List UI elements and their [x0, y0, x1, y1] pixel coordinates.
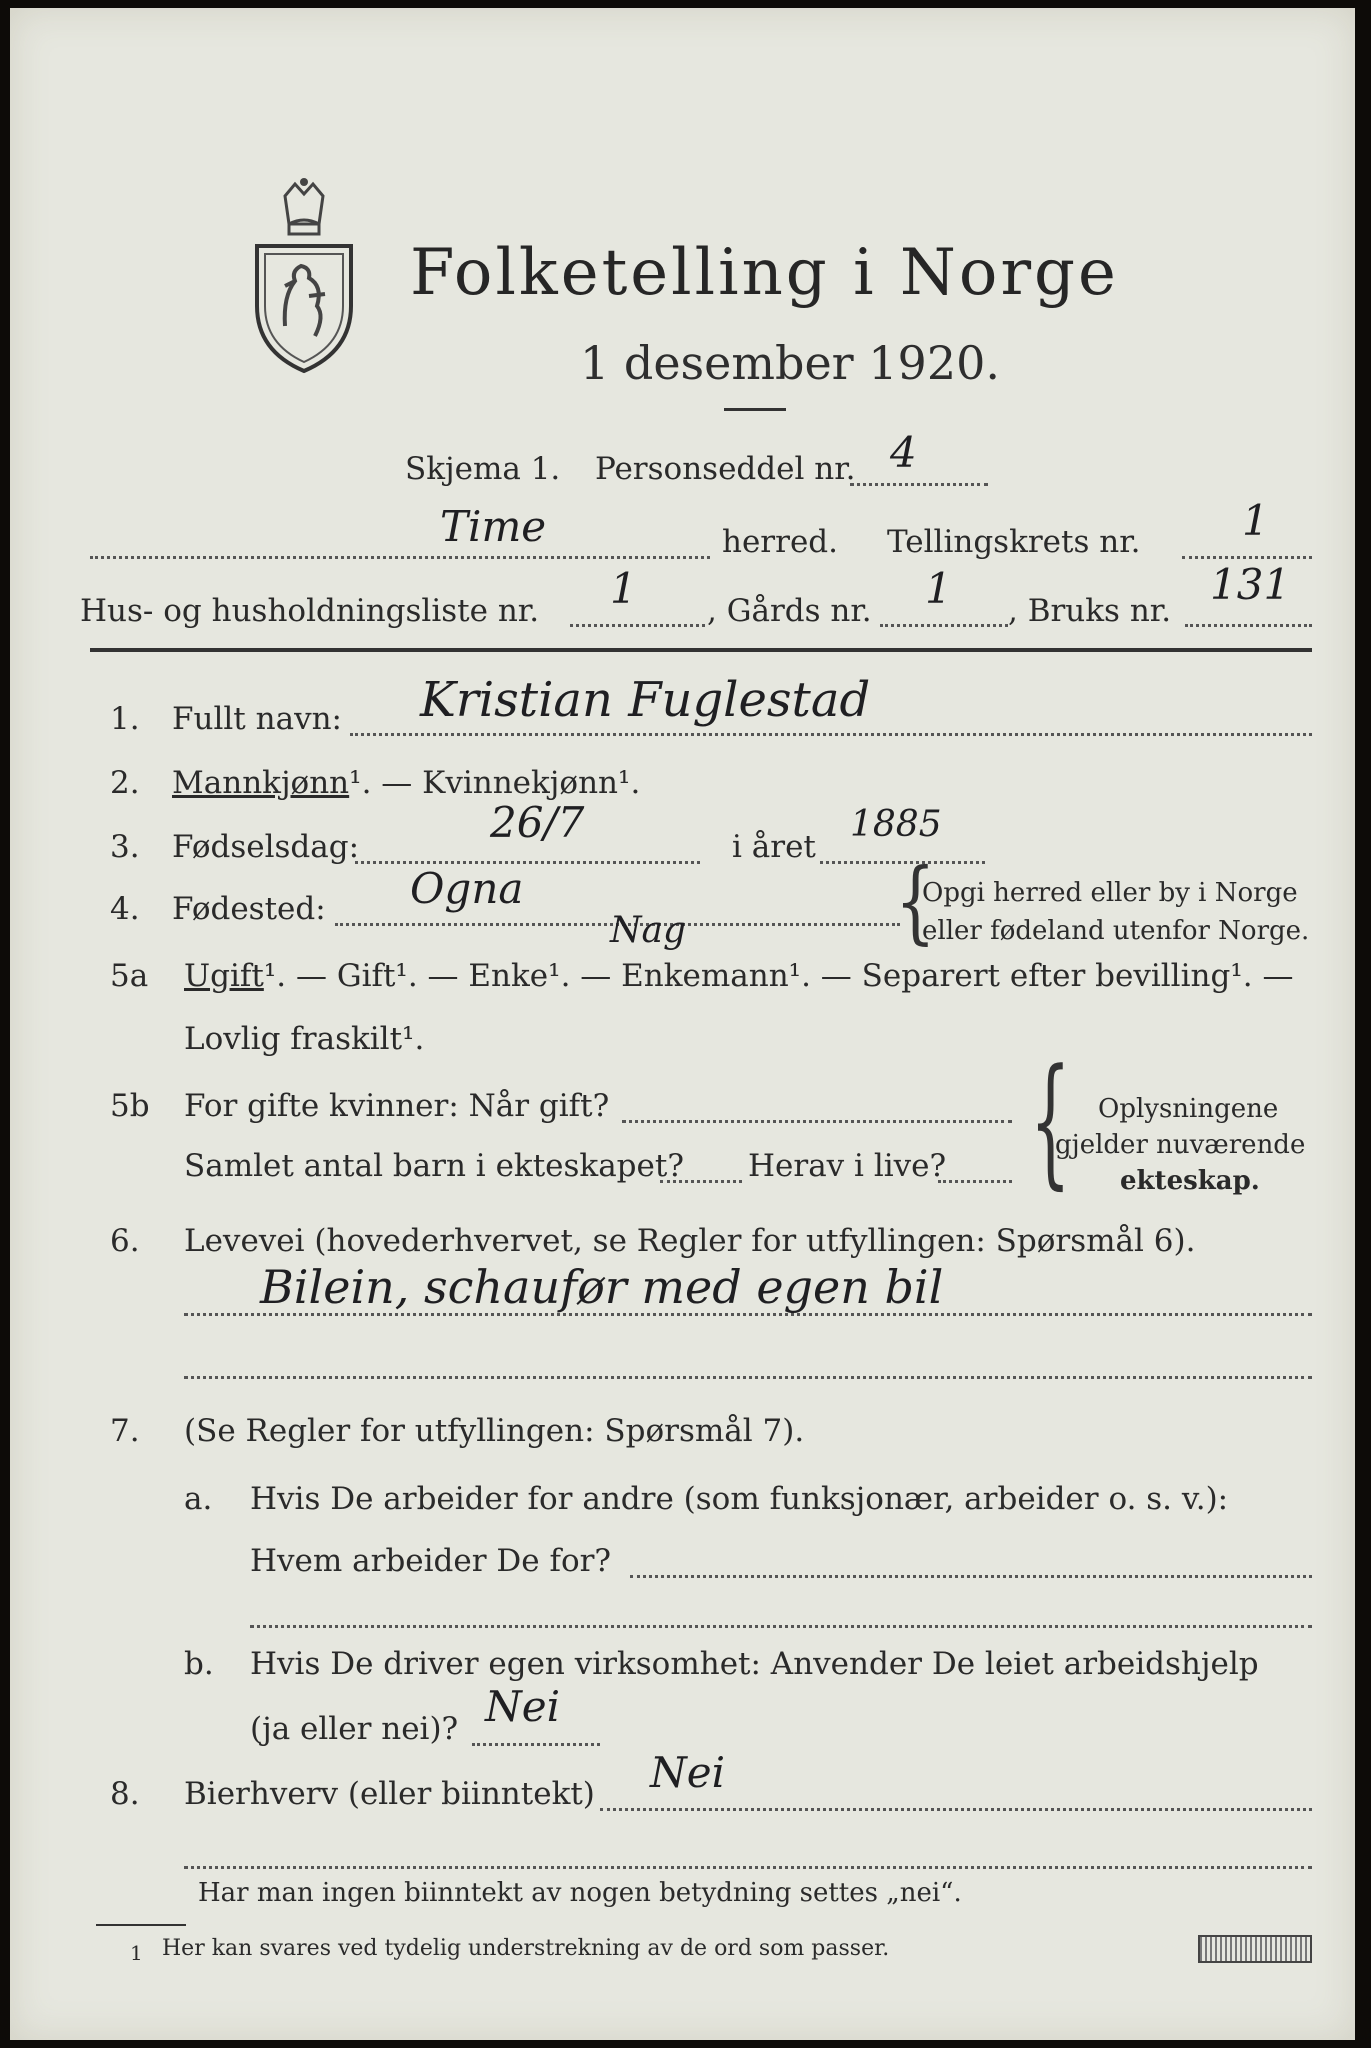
q5b-note-line3: ekteskap.: [1120, 1166, 1260, 1196]
q7b-line: [472, 1743, 600, 1746]
skjema-label: Skjema 1.: [405, 451, 561, 487]
q8-number: 8.: [110, 1776, 140, 1812]
q5b-children-label: Samlet antal barn i ekteskapet?: [184, 1148, 684, 1184]
header-divider: [90, 648, 1312, 652]
q7-label: (Se Regler for utfyllingen: Spørsmål 7).: [184, 1413, 805, 1449]
herred-label: herred.: [722, 524, 838, 560]
herred-value: Time: [440, 502, 547, 551]
coat-of-arms-icon: [245, 176, 363, 376]
q1-label: Fullt navn:: [172, 701, 342, 737]
q5b-alive-line: [938, 1180, 1012, 1183]
q5b-note-brace: {: [1030, 1041, 1071, 1205]
q4-label: Fødested:: [172, 891, 326, 927]
q5a-options: [184, 958, 1293, 994]
personseddel-label: Personseddel nr.: [595, 451, 856, 487]
q5b-married-line: [622, 1120, 1012, 1123]
q7a-letter: a.: [184, 1481, 213, 1517]
q6-number: 6.: [110, 1223, 140, 1259]
q5b-alive-label: Herav i live?: [748, 1148, 947, 1184]
q7b-value: Nei: [485, 1682, 561, 1731]
personseddel-line: [850, 483, 988, 486]
q4-number: 4.: [110, 891, 140, 927]
q7b-label2: (ja eller nei)?: [250, 1711, 459, 1747]
footnote-number: 1: [130, 1941, 143, 1965]
tellingskrets-label: Tellingskrets nr.: [887, 524, 1141, 560]
q5a-rest: ¹. — Gift¹. — Enke¹. — Enkemann¹. — Separert efter bevilling¹. —: [263, 958, 1294, 994]
q6-line2: [184, 1376, 1312, 1379]
q2-separator: ¹. —: [349, 765, 423, 801]
census-date: 1 desember 1920.: [580, 336, 1000, 390]
husholdningsliste-value: 1: [610, 564, 637, 613]
q4-note-line1: Opgi herred eller by i Norge: [922, 878, 1298, 908]
q3-value: 26/7: [490, 798, 585, 847]
q7a-line1: [630, 1575, 1312, 1578]
q2-female: Kvinnekjønn¹.: [422, 765, 641, 801]
q8-line1: [600, 1808, 1312, 1811]
census-form-sheet: [10, 8, 1355, 2040]
husholdningsliste-label: Hus- og husholdningsliste nr.: [80, 593, 540, 629]
q2-number: 2.: [110, 765, 140, 801]
bruks-line: [1185, 624, 1312, 627]
form-title: Folketelling i Norge: [410, 236, 1119, 310]
q7a-line2: [250, 1625, 1312, 1628]
q5a-ugift: Ugift: [184, 958, 264, 994]
q7-number: 7.: [110, 1413, 140, 1449]
q2-options: [172, 765, 640, 801]
q1-line: [350, 733, 1312, 736]
q3-year-label: i året: [732, 829, 816, 865]
q8-value: Nei: [650, 1748, 726, 1797]
q3-year-value: 1885: [850, 804, 942, 845]
herred-line: [90, 556, 710, 559]
bruks-label: , Bruks nr.: [1008, 593, 1172, 629]
q5b-married-label: For gifte kvinner: Når gift?: [184, 1088, 610, 1124]
q5a-line2: Lovlig fraskilt¹.: [184, 1021, 425, 1057]
q4-value-correction: Nag: [610, 910, 687, 951]
q5a-number: 5a: [110, 958, 149, 994]
q5b-children-line: [660, 1180, 742, 1183]
q5b-note-line2: gjelder nuværende: [1055, 1130, 1306, 1160]
tellingskrets-value: 1: [1242, 496, 1269, 545]
q4-note-line2: eller fødeland utenfor Norge.: [922, 916, 1310, 946]
footer-note: Har man ingen biinntekt av nogen betydning settes „nei“.: [198, 1878, 962, 1908]
q3-label: Fødselsdag:: [172, 829, 360, 865]
q1-value: Kristian Fuglestad: [420, 672, 871, 728]
q6-value: Bilein, schaufør med egen bil: [260, 1260, 944, 1314]
bruks-value: 131: [1210, 560, 1291, 609]
q6-label: Levevei (hovederhvervet, se Regler for utfyllingen: Spørsmål 6).: [184, 1223, 1196, 1259]
printer-stamp-icon: [1198, 1935, 1312, 1963]
gards-label: , Gårds nr.: [707, 593, 872, 629]
q4-value: Ogna: [410, 864, 524, 913]
q3-line: [355, 861, 700, 864]
q7a-label: Hvis De arbeider for andre (som funksjonær, arbeider o. s. v.):: [250, 1481, 1229, 1517]
q2-male: Mannkjønn: [172, 765, 350, 801]
q8-label: Bierhverv (eller biinntekt): [184, 1776, 595, 1812]
footnote-text: Her kan svares ved tydelig understrekning av de ord som passer.: [162, 1936, 890, 1961]
gards-line: [880, 624, 1008, 627]
title-rule: [724, 408, 786, 411]
tellingskrets-line: [1182, 556, 1312, 559]
q3-number: 3.: [110, 829, 140, 865]
q5b-number: 5b: [110, 1088, 150, 1124]
husholdningsliste-line: [570, 624, 705, 627]
footnote-rule: [96, 1924, 186, 1926]
q7b-label: Hvis De driver egen virksomhet: Anvender De leiet arbeidshjelp: [250, 1646, 1259, 1682]
personseddel-value: 4: [890, 428, 917, 477]
q8-line2: [184, 1866, 1312, 1869]
q5b-note-line1: Oplysningene: [1098, 1094, 1279, 1124]
q7a-label2: Hvem arbeider De for?: [250, 1543, 612, 1579]
gards-value: 1: [925, 564, 952, 613]
q7b-letter: b.: [184, 1646, 214, 1682]
q1-number: 1.: [110, 701, 140, 737]
q4-note-brace: {: [895, 851, 936, 955]
